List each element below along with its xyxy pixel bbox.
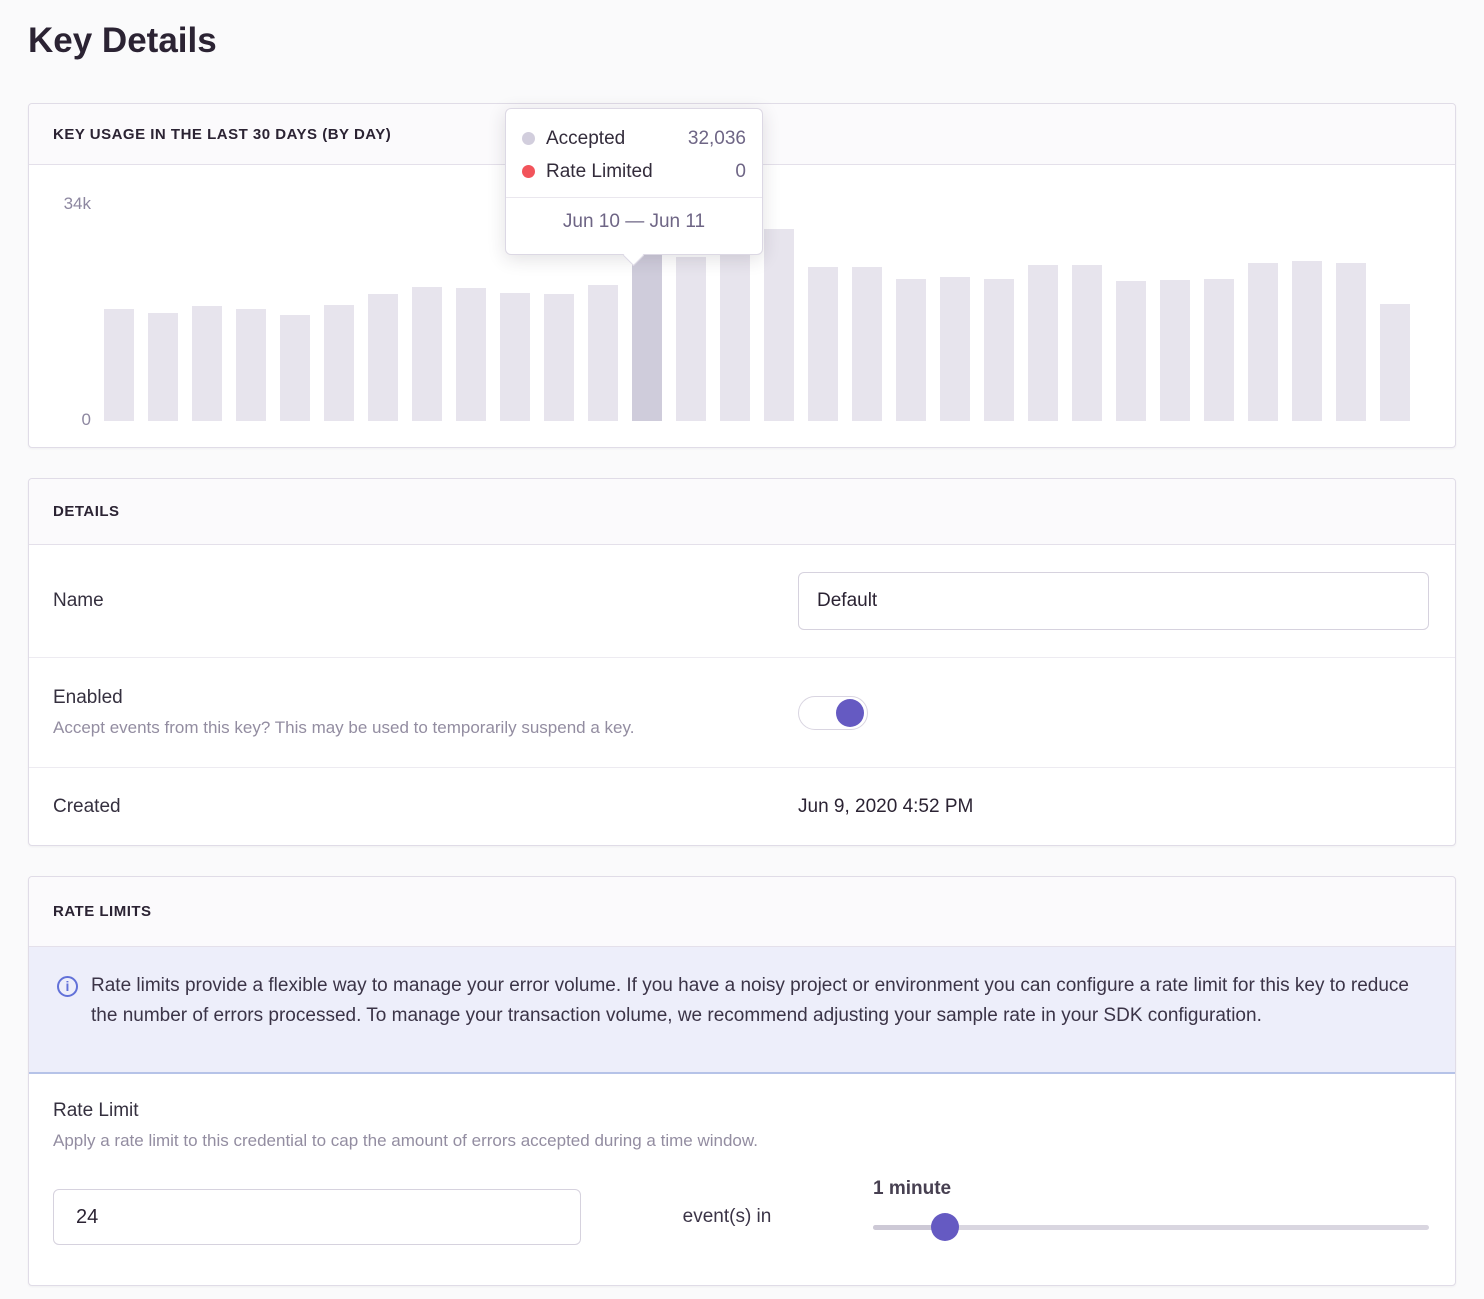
chart-bar[interactable] bbox=[940, 277, 970, 421]
usage-panel-header: KEY USAGE IN THE LAST 30 DAYS (BY DAY) bbox=[29, 104, 1455, 165]
name-label: Name bbox=[53, 590, 104, 611]
usage-panel bbox=[28, 103, 1456, 448]
slider-knob[interactable] bbox=[931, 1213, 959, 1241]
name-row bbox=[29, 545, 1455, 658]
tooltip-rate-limited-row bbox=[522, 155, 746, 188]
rate-limits-panel bbox=[28, 876, 1456, 1286]
chart-bar[interactable] bbox=[1248, 263, 1278, 421]
events-in-label: event(s) in bbox=[682, 1206, 772, 1227]
chart-bar[interactable] bbox=[1160, 280, 1190, 421]
chart-bar[interactable] bbox=[1380, 304, 1410, 421]
tooltip-date-range: Jun 10 — Jun 11 bbox=[506, 197, 762, 246]
name-input[interactable] bbox=[798, 572, 1429, 630]
chart-bar[interactable] bbox=[456, 288, 486, 421]
rate-limit-help-text: Apply a rate limit to this credential to cap the amount of errors accepted during a time window. bbox=[53, 1131, 758, 1150]
info-alert-text: Rate limits provide a flexible way to manage your error volume. If you have a noisy project or environment you can configure a rate limit for this key to reduce the number of errors processed. To manage your transaction volume, we recommend adjusting your sample rate in your SDK configuration. bbox=[91, 975, 1409, 1026]
chart-tooltip bbox=[505, 108, 763, 255]
chart-bar[interactable] bbox=[1028, 265, 1058, 421]
chart-bar[interactable] bbox=[324, 305, 354, 421]
rate-limit-label: Rate Limit bbox=[53, 1100, 139, 1121]
toggle-knob bbox=[836, 699, 864, 727]
created-value: Jun 9, 2020 4:52 PM bbox=[798, 795, 974, 817]
chart-bar[interactable] bbox=[1072, 265, 1102, 421]
rate-limited-dot-icon bbox=[522, 165, 535, 178]
chart-bar[interactable] bbox=[368, 294, 398, 421]
chart-bar[interactable] bbox=[412, 287, 442, 421]
rate-limit-controls bbox=[53, 1178, 1429, 1245]
chart-bar[interactable] bbox=[676, 257, 706, 421]
accepted-dot-icon bbox=[522, 132, 535, 145]
chart-bar[interactable] bbox=[544, 294, 574, 421]
enabled-help-text: Accept events from this key? This may be used to temporarily suspend a key. bbox=[53, 717, 635, 737]
chart-bar[interactable] bbox=[984, 279, 1014, 421]
tooltip-accepted-row bbox=[522, 122, 746, 155]
details-panel-header: DETAILS bbox=[29, 479, 1455, 545]
tooltip-accepted-label: Accepted bbox=[546, 127, 626, 149]
window-slider[interactable] bbox=[873, 1213, 1429, 1241]
rate-limits-info-alert bbox=[29, 947, 1455, 1074]
rate-limit-count-input[interactable] bbox=[53, 1189, 581, 1245]
details-panel bbox=[28, 478, 1456, 846]
tooltip-rate-limited-label: Rate Limited bbox=[546, 160, 653, 182]
y-axis-tick-max: 34k bbox=[63, 194, 91, 213]
info-icon: i bbox=[57, 976, 78, 997]
chart-bar[interactable] bbox=[764, 229, 794, 421]
created-row bbox=[29, 768, 1455, 845]
chart-bar[interactable] bbox=[1116, 281, 1146, 421]
chart-bar[interactable] bbox=[720, 245, 750, 421]
chart-bar[interactable] bbox=[500, 293, 530, 421]
window-value-label: 1 minute bbox=[873, 1178, 952, 1199]
rate-limits-panel-header: RATE LIMITS bbox=[29, 877, 1455, 947]
y-axis-tick-zero: 0 bbox=[81, 410, 91, 429]
enabled-toggle[interactable] bbox=[798, 696, 868, 730]
rate-limit-window-slider-block bbox=[873, 1178, 1429, 1241]
chart-bar[interactable] bbox=[192, 306, 222, 421]
chart-bar[interactable] bbox=[148, 313, 178, 421]
tooltip-accepted-value: 32,036 bbox=[687, 127, 746, 149]
enabled-row bbox=[29, 658, 1455, 768]
chart-bar[interactable] bbox=[1292, 261, 1322, 421]
chart-bar[interactable] bbox=[852, 267, 882, 421]
chart-bar[interactable] bbox=[896, 279, 926, 421]
chart-bar[interactable] bbox=[808, 267, 838, 421]
tooltip-rate-limited-value: 0 bbox=[735, 160, 746, 182]
enabled-label: Enabled bbox=[53, 686, 123, 708]
chart-bar[interactable] bbox=[104, 309, 134, 421]
chart-bar[interactable] bbox=[588, 285, 618, 421]
chart-bar[interactable] bbox=[1336, 263, 1366, 421]
created-label: Created bbox=[53, 795, 121, 817]
chart-bar[interactable] bbox=[1204, 279, 1234, 421]
chart-bar[interactable] bbox=[280, 315, 310, 421]
page-title: Key Details bbox=[28, 21, 217, 60]
chart-bar[interactable] bbox=[236, 309, 266, 421]
rate-limit-row bbox=[29, 1074, 1455, 1285]
